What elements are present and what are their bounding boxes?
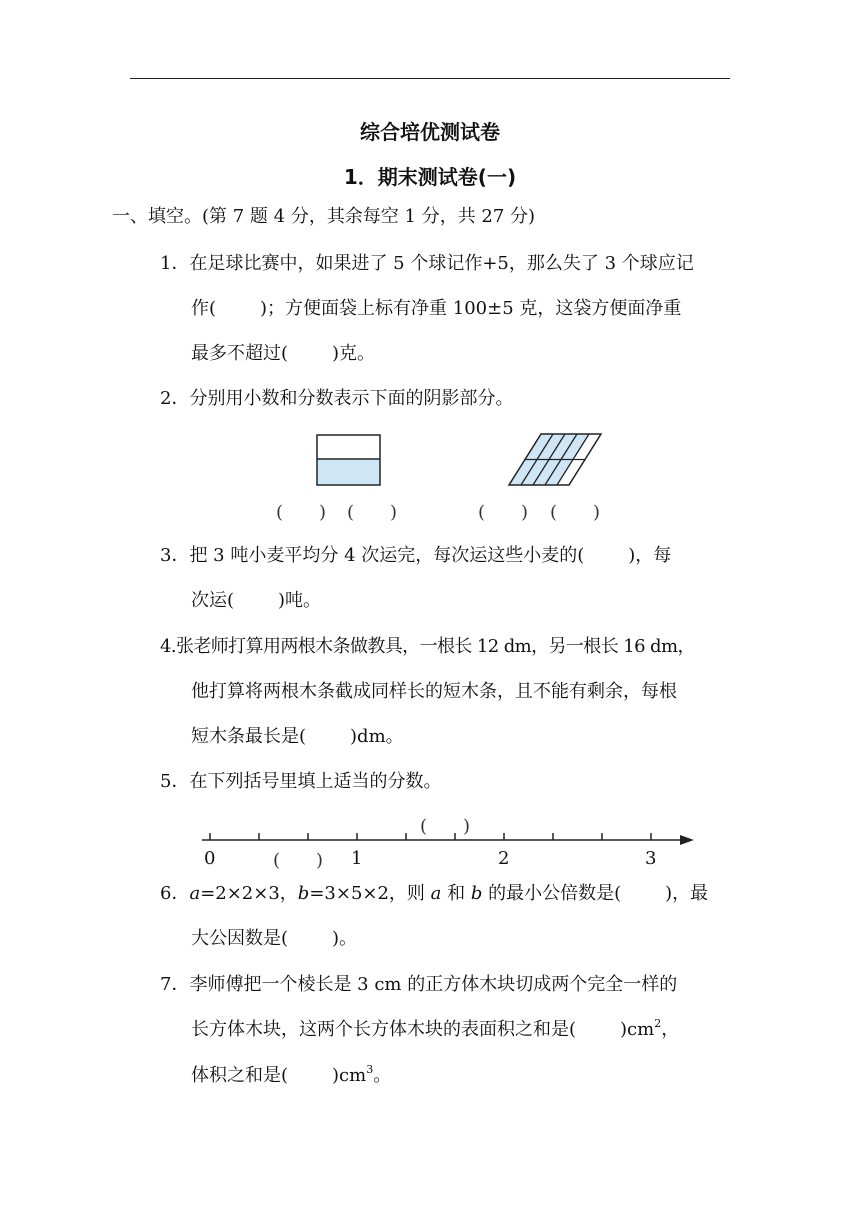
q7-text: )cm xyxy=(332,1065,367,1086)
q5-upper-answer-slot[interactable]: ( ) xyxy=(420,816,471,837)
q6-text: )，最 xyxy=(665,883,709,904)
q6-text: 的最小公倍数是( xyxy=(482,883,622,904)
q6-line2 xyxy=(191,927,357,951)
q7-text: 体积之和是( xyxy=(191,1065,289,1086)
page-subtitle: 1．期末测试卷(一) xyxy=(343,165,517,189)
q6-text: 6． xyxy=(160,883,190,904)
superscript: 3 xyxy=(366,1063,374,1076)
q6-text: )。 xyxy=(332,928,358,949)
q3-text: )吨。 xyxy=(278,590,322,611)
q4-text: )dm。 xyxy=(350,726,404,747)
q6-line1 xyxy=(160,882,708,906)
superscript: 2 xyxy=(654,1017,662,1030)
q4-text: 短木条最长是( xyxy=(191,726,307,747)
variable-b: b xyxy=(297,883,310,904)
q7-line3 xyxy=(191,1064,391,1088)
variable-a: a xyxy=(189,883,201,904)
q6-text: =2×2×3， xyxy=(200,883,298,904)
q6-text: =3×5×2，则 xyxy=(309,883,431,904)
q3-text: 次运( xyxy=(191,590,235,611)
q1-text: )克。 xyxy=(332,343,376,364)
number-line-label: 3 xyxy=(645,848,657,869)
q7-line2 xyxy=(191,1018,679,1042)
number-line-label: 1 xyxy=(351,848,363,869)
q2-answer-slot-2[interactable]: ( ) xyxy=(347,502,398,523)
q7-text: 长方体木块，这两个长方体木块的表面积之和是( xyxy=(191,1019,577,1040)
q3-text: 3．把 3 吨小麦平均分 4 次运完，每次运这些小麦的( xyxy=(160,545,585,566)
q5-line1: 5．在下列括号里填上适当的分数。 xyxy=(160,771,442,792)
q7-text: )cm xyxy=(620,1019,655,1040)
number-line-label: 0 xyxy=(204,848,216,869)
q7-line1: 7．李师傅把一个棱长是 3 cm 的正方体木块切成两个完全一样的 xyxy=(160,974,678,995)
q3-text: )，每 xyxy=(628,545,672,566)
q2-answer-slot-1[interactable]: ( ) xyxy=(276,502,327,523)
q1-text: )；方便面袋上标有净重 100±5 克，这袋方便面净重 xyxy=(260,298,682,319)
q4-line1: 4.张老师打算用两根木条做教具，一根长 12 dm，另一根长 16 dm， xyxy=(160,636,695,657)
page-title: 综合培优测试卷 xyxy=(360,120,500,144)
variable-b: b xyxy=(470,883,483,904)
q1-text: 作( xyxy=(191,298,217,319)
q6-text: 和 xyxy=(441,883,471,904)
q5-lower-answer-slot[interactable]: ( ) xyxy=(273,850,324,871)
section-heading: 一、填空。(第 7 题 4 分，其余每空 1 分，共 27 分) xyxy=(112,206,536,227)
q1-text: 最多不超过( xyxy=(191,343,289,364)
number-line-arrowhead xyxy=(680,835,694,845)
q2-answer-slot-3[interactable]: ( ) xyxy=(478,502,529,523)
q4-line2: 他打算将两根木条截成同样长的短木条，且不能有剩余，每根 xyxy=(191,681,677,702)
q2-line1: 2．分别用小数和分数表示下面的阴影部分。 xyxy=(160,388,514,409)
variable-a: a xyxy=(430,883,442,904)
q6-text: 大公因数是( xyxy=(191,928,289,949)
q7-text: 。 xyxy=(373,1065,392,1086)
q2-answer-slot-4[interactable]: ( ) xyxy=(550,502,601,523)
q1-line1: 1．在足球比赛中，如果进了 5 个球记作+5，那么失了 3 个球应记 xyxy=(160,253,694,274)
q7-text: ， xyxy=(661,1019,680,1040)
number-line-label: 2 xyxy=(498,848,510,869)
